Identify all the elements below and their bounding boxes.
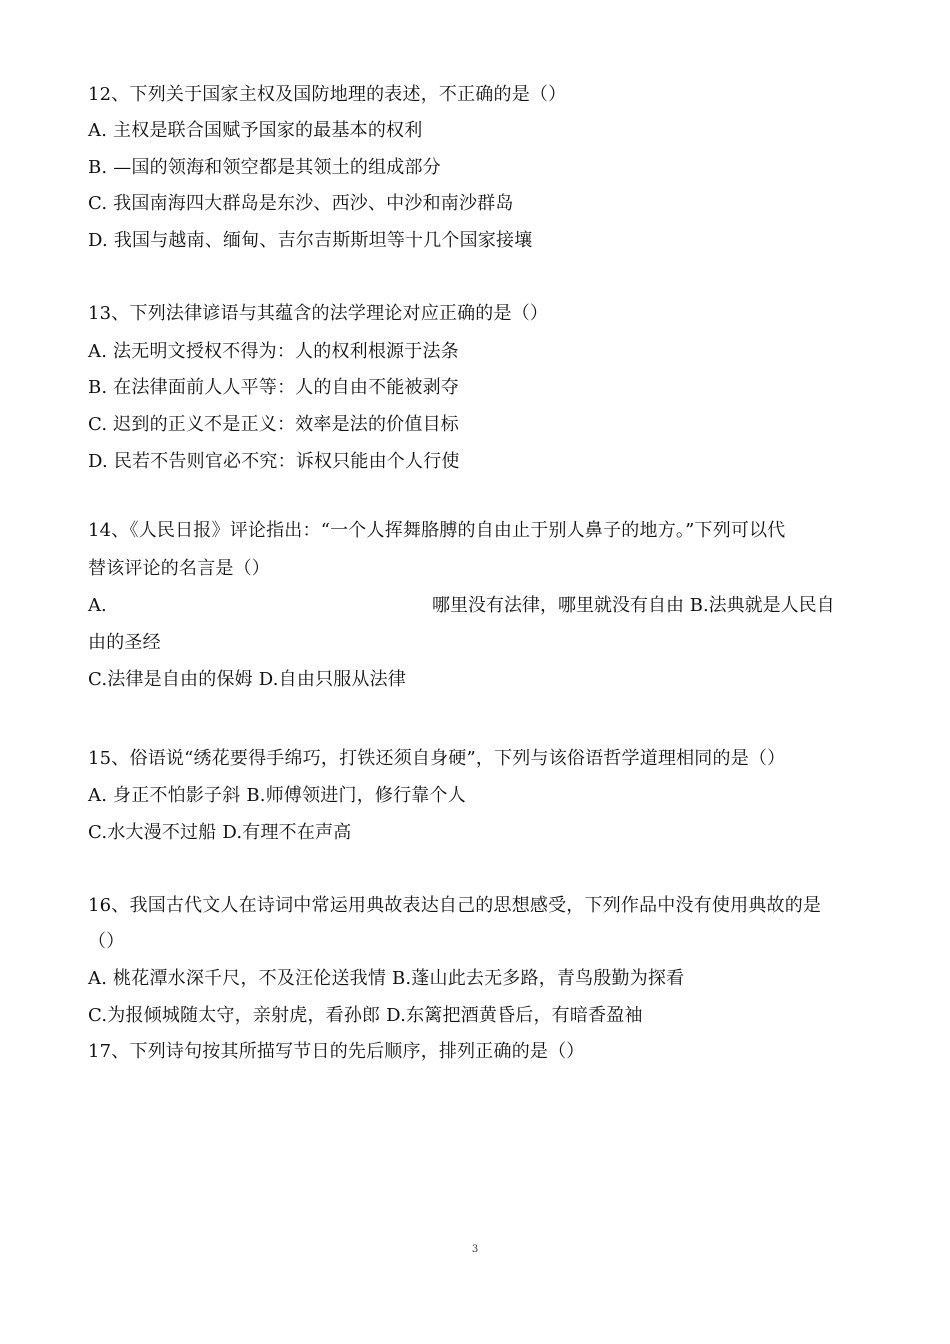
question-13-option-a: A. 法无明文授权不得为：人的权利根源于法条	[88, 341, 459, 362]
question-16-options-c-d: C.为报倾城随太守，亲射虎，看孙郎 D.东篱把酒黄昏后，有暗香盈袖	[88, 1005, 643, 1026]
question-16-options-a-b: A. 桃花潭水深千尺，不及汪伦送我情 B.蓬山此去无多路，青鸟殷勤为探看	[88, 968, 685, 989]
question-14-stem-line2: 替该评论的名言是（）	[88, 558, 270, 579]
question-13-stem: 13、下列法律谚语与其蕴含的法学理论对应正确的是（）	[88, 303, 549, 324]
question-12-stem: 12、下列关于国家主权及国防地理的表述，不正确的是（）	[88, 84, 567, 105]
question-17-stem: 17、下列诗句按其所描写节日的先后顺序，排列正确的是（）	[88, 1041, 585, 1062]
question-12-option-d: D. 我国与越南、缅甸、吉尔吉斯斯坦等十几个国家接壤	[88, 230, 533, 251]
question-14-option-a-b-text: 哪里没有法律，哪里就没有自由 B.法典就是人民自	[432, 595, 835, 616]
question-13-option-b: B. 在法律面前人人平等：人的自由不能被剥夺	[88, 377, 460, 398]
question-12-option-b: B. —国的领海和领空都是其领土的组成部分	[88, 157, 441, 178]
question-15-stem: 15、俗语说“绣花要得手绵巧，打铁还须自身硬”，下列与该俗语哲学道理相同的是（）	[88, 748, 786, 769]
question-14-option-b-continuation: 由的圣经	[88, 632, 161, 653]
question-13-option-d: D. 民若不告则官必不究：诉权只能由个人行使	[88, 451, 460, 472]
question-12-option-c: C. 我国南海四大群岛是东沙、西沙、中沙和南沙群岛	[88, 193, 514, 214]
question-15-options-c-d: C.水大漫不过船 D.有理不在声高	[88, 822, 352, 843]
question-13-option-c: C. 迟到的正义不是正义：效率是法的价值目标	[88, 414, 459, 435]
question-14-options-c-d: C.法律是自由的保姆 D.自由只服从法律	[88, 669, 407, 690]
question-14-stem-line1: 14、《人民日报》评论指出：“一个人挥舞胳膊的自由止于别人鼻子的地方。”下列可以代	[88, 520, 786, 541]
question-16-stem-line2: （）	[88, 931, 125, 952]
question-14-option-a-label: A.	[88, 595, 107, 616]
question-15-options-a-b: A. 身正不怕影子斜 B.师傅领进门，修行靠个人	[88, 785, 466, 806]
page-number: 3	[471, 1244, 479, 1255]
question-12-option-a: A. 主权是联合国赋予国家的最基本的权利	[88, 120, 423, 141]
question-16-stem-line1: 16、我国古代文人在诗词中常运用典故表达自己的思想感受，下列作品中没有使用典故的是	[88, 895, 822, 916]
